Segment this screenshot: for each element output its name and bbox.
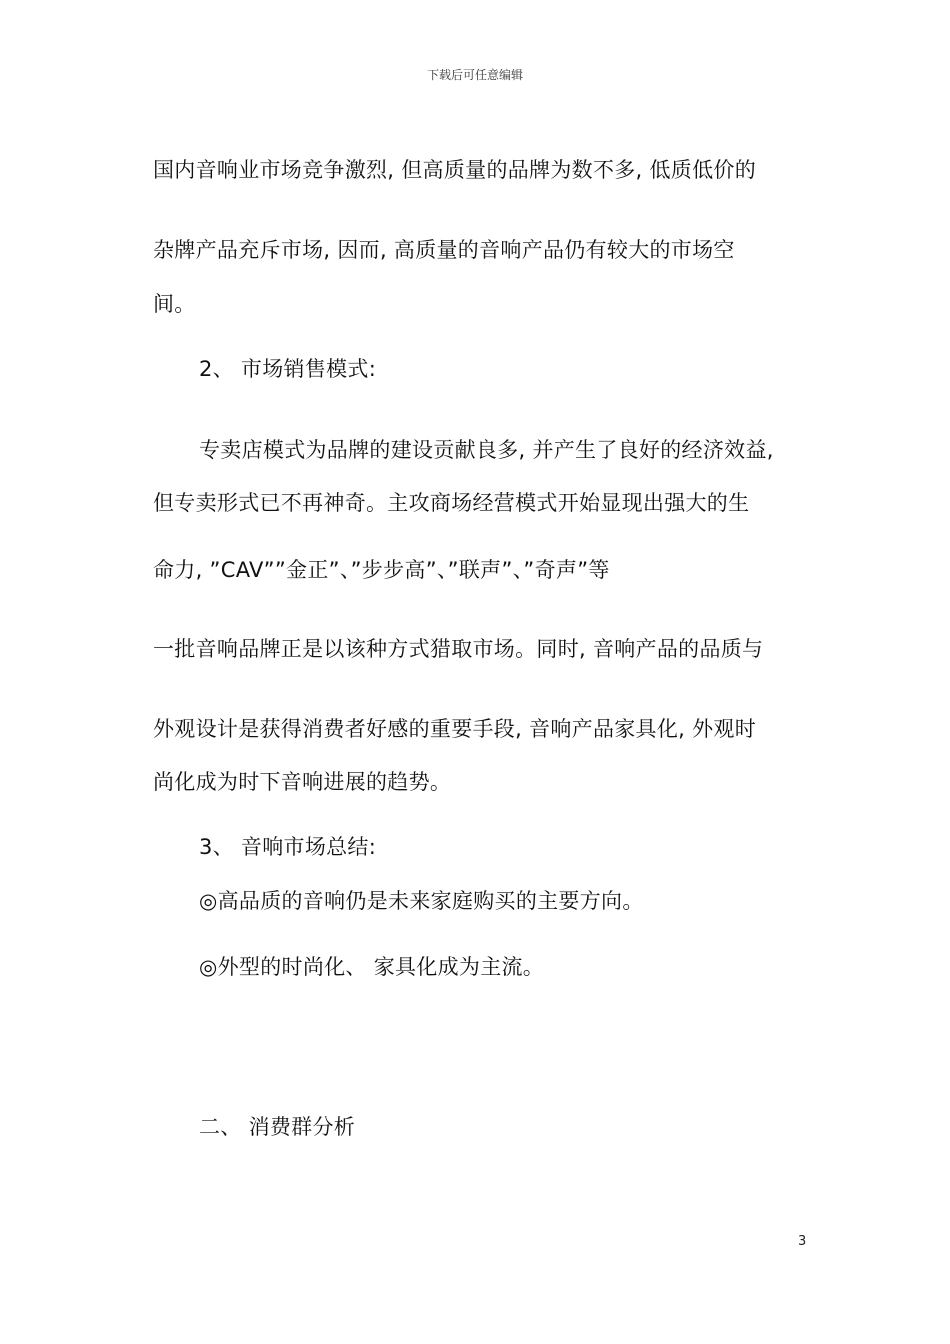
paragraph-line: 命力, ”CAV””金正”、”步步高”、”联声”、”奇声”等 — [153, 558, 610, 582]
paragraph-line: 专卖店模式为品牌的建设贡献良多, 并产生了良好的经济效益, — [199, 438, 774, 462]
subheading-sales-model: 2、 市场销售模式: — [199, 357, 377, 381]
paragraph-line: 间。 — [153, 292, 196, 316]
paragraph-line: 国内音响业市场竞争激烈, 但高质量的品牌为数不多, 低质低价的 — [153, 158, 756, 182]
bullet-item: ◎高品质的音响仍是未来家庭购买的主要方向。 — [199, 889, 644, 913]
paragraph-line: 杂牌产品充斥市场, 因而, 高质量的音响产品仍有较大的市场空 — [153, 238, 735, 262]
paragraph-line: 尚化成为时下音响进展的趋势。 — [153, 770, 452, 794]
page-header: 下载后可任意编辑 — [426, 68, 523, 82]
page-number: 3 — [798, 1234, 807, 1249]
paragraph-line: 外观设计是获得消费者好感的重要手段, 音响产品家具化, 外观时 — [153, 717, 756, 741]
bullet-item: ◎外型的时尚化、 家具化成为主流。 — [199, 955, 545, 979]
paragraph-line: 但专卖形式已不再神奇。主攻商场经营模式开始显现出强大的生 — [153, 491, 750, 515]
subheading-market-summary: 3、 音响市场总结: — [199, 835, 377, 859]
paragraph-line: 一批音响品牌正是以该种方式猎取市场。同时, 音响产品的品质与 — [153, 637, 764, 661]
section-heading-consumer-analysis: 二、 消费群分析 — [199, 1115, 356, 1139]
